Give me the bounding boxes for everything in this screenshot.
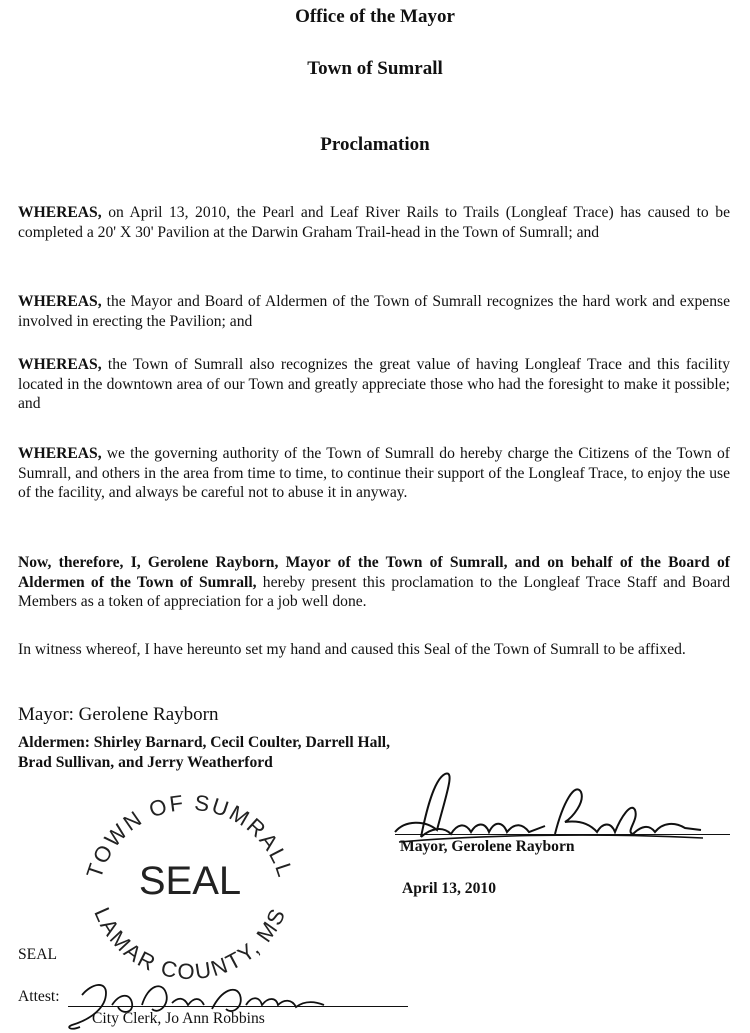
mayor-signature-label: Mayor, Gerolene Rayborn [400, 838, 575, 855]
whereas-paragraph-2: WHEREAS, the Mayor and Board of Aldermen of the Town of Sumrall recognizes the hard work and expense involved in erecting the Pavilion; and [18, 293, 730, 330]
whereas-paragraph-4: WHEREAS, we the governing authority of the Town of Sumrall do hereby charge the Citizens of the Town of Sumrall, and others in the area from time to time, to continue their support of the Longleaf Trace, to enjoy the use of the facility, and always be careful not to abuse it in anyway. [18, 445, 730, 501]
aldermen-line-2: Brad Sullivan, and Jerry Weatherford [18, 754, 273, 771]
office-title: Office of the Mayor [295, 6, 455, 27]
witness-paragraph: In witness whereof, I have hereunto set my hand and caused this Seal of the Town of Sumrall to be affixed. [18, 641, 686, 658]
seal-top-text: TOWN OF SUMRALL [81, 789, 299, 882]
aldermen-line-1: Aldermen: Shirley Barnard, Cecil Coulter, Darrell Hall, [18, 734, 391, 751]
seal-bottom-text: LAMAR COUNTY, MS [89, 903, 291, 985]
seal-label: SEAL [18, 946, 57, 963]
proclamation-date: April 13, 2010 [402, 880, 496, 897]
whereas-paragraph-1: WHEREAS, on April 13, 2010, the Pearl and Leaf River Rails to Trails (Longleaf Trace) has caused to be completed a 20' X 30' Pavilion at the Darwin Graham Trail-head in the Town of Sumrall; and [18, 204, 730, 241]
clerk-label: City Clerk, Jo Ann Robbins [92, 1010, 265, 1027]
proclamation-title: Proclamation [320, 134, 430, 155]
town-seal [60, 772, 320, 1002]
aldermen-list [18, 733, 390, 773]
attest-label: Attest: [18, 988, 60, 1005]
signature-line [395, 834, 730, 835]
now-therefore-paragraph: Now, therefore, I, Gerolene Rayborn, Mayor of the Town of Sumrall, and on behalf of the Board of Aldermen of the Town of Sumrall, hereby present this proclamation to the Longleaf Trace Staff and Board Members as a token of appreciation for a job well done. [18, 554, 730, 610]
town-title: Town of Sumrall [307, 58, 443, 79]
seal-center-text: SEAL [138, 859, 242, 903]
whereas-paragraph-3: WHEREAS, the Town of Sumrall also recognizes the great value of having Longleaf Trace and this facility located in the downtown area of our Town and greatly appreciate those who had the foresight to make it possible; and [18, 356, 730, 412]
mayor-name-line: Mayor: Gerolene Rayborn [18, 704, 219, 725]
